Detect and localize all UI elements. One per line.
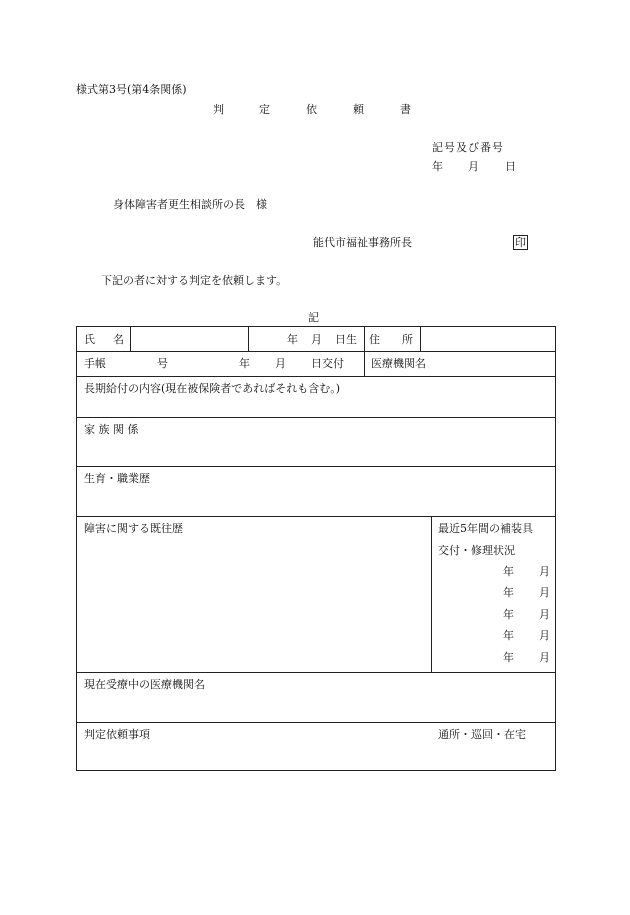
address-label: 住 — [369, 333, 380, 346]
techo-number: 号 — [157, 357, 168, 370]
seal-mark: 印 — [515, 236, 526, 249]
equipment-year: 年 — [503, 651, 514, 664]
date-year: 年 — [432, 160, 443, 173]
equipment-year: 年 — [503, 608, 514, 621]
date-month: 月 — [468, 160, 479, 173]
issue-month: 月 — [275, 357, 286, 370]
col-divider — [420, 327, 421, 351]
row-divider — [77, 516, 555, 517]
form-number: 様式第3号(第4条関係) — [76, 83, 187, 96]
request-text: 下記の者に対する判定を依頼します。 — [101, 274, 288, 287]
equipment-year: 年 — [503, 565, 514, 578]
disability-history-label: 障害に関する既往歴 — [84, 522, 183, 535]
upbringing-label: 生育・職業歴 — [84, 472, 150, 485]
request-items-label: 判定依頼事項 — [84, 728, 150, 741]
row-divider — [77, 672, 555, 673]
row-divider — [77, 722, 555, 723]
equipment-status-label: 交付・修理状況 — [438, 544, 515, 557]
medical-institution-label: 医療機関名 — [371, 357, 426, 370]
request-form-table — [76, 326, 556, 771]
current-medical-label: 現在受療中の医療機関名 — [84, 678, 205, 691]
row-divider — [77, 376, 555, 377]
issue-year: 年 — [239, 357, 250, 370]
recent-equipment-label: 最近5年間の補装具 — [438, 522, 533, 535]
request-type-options: 通所・巡回・在宅 — [438, 728, 526, 741]
title-char: 書 — [400, 103, 411, 116]
techo-label: 手帳 — [84, 357, 106, 370]
row-divider — [77, 417, 555, 418]
equipment-month: 月 — [539, 651, 550, 664]
col-divider — [364, 327, 365, 376]
title-char: 判 — [213, 103, 224, 116]
birth-month: 月 — [311, 333, 322, 346]
equipment-month: 月 — [539, 586, 550, 599]
col-divider — [431, 516, 432, 672]
col-divider — [130, 327, 131, 351]
addressee: 身体障害者更生相談所の長 様 — [113, 198, 267, 211]
equipment-month: 月 — [539, 608, 550, 621]
family-label: 家 族 関 係 — [84, 423, 139, 436]
equipment-year: 年 — [503, 586, 514, 599]
equipment-year: 年 — [503, 629, 514, 642]
title-char: 定 — [259, 103, 270, 116]
row-divider — [77, 351, 555, 352]
issue-day: 日交付 — [311, 357, 344, 370]
title-char: 頼 — [353, 103, 364, 116]
sender-office: 能代市福祉事務所長 — [313, 236, 412, 249]
title-char: 依 — [306, 103, 317, 116]
birth-day: 日生 — [335, 333, 357, 346]
birth-year: 年 — [287, 333, 298, 346]
address-label: 所 — [402, 333, 413, 346]
ki-mark: 記 — [308, 311, 319, 324]
col-divider — [248, 327, 249, 351]
equipment-month: 月 — [539, 629, 550, 642]
name-label: 氏 — [84, 333, 95, 346]
long-term-benefit-label: 長期給付の内容(現在被保険者であればそれも含む。) — [84, 382, 341, 395]
ref-number: 記号及び番号 — [432, 141, 504, 154]
name-label: 名 — [113, 333, 124, 346]
row-divider — [77, 466, 555, 467]
equipment-month: 月 — [539, 565, 550, 578]
date-day: 日 — [505, 160, 516, 173]
